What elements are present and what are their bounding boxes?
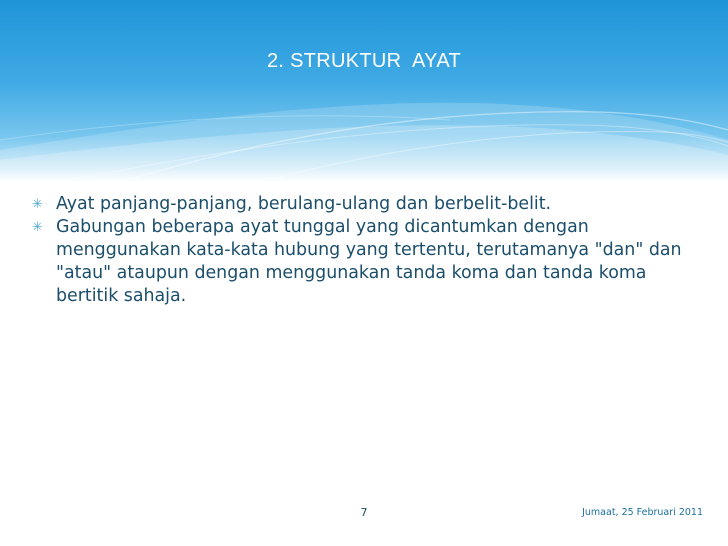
wave-decoration xyxy=(0,0,728,182)
bullet-text: Ayat panjang-panjang, berulang-ulang dan berbelit-belit. xyxy=(56,194,552,214)
asterisk-bullet-icon: ✳ xyxy=(32,220,43,235)
slide-title: 2. STRUKTUR AYAT xyxy=(266,50,462,72)
list-item xyxy=(30,193,690,216)
page-number: 7 xyxy=(360,506,368,519)
asterisk-bullet-icon: ✳ xyxy=(32,197,43,212)
header-banner xyxy=(0,0,728,182)
bullet-list xyxy=(30,193,690,308)
list-item xyxy=(30,216,690,308)
footer-date: Jumaat, 25 Februari 2011 xyxy=(582,507,703,518)
bullet-text: Gabungan beberapa ayat tunggal yang dicantumkan dengan menggunakan kata-kata hubung yang tertentu, terutamanya "dan" dan "atau" ataupun dengan menggunakan tanda koma dan tanda koma bertitik sahaja. xyxy=(56,217,682,306)
